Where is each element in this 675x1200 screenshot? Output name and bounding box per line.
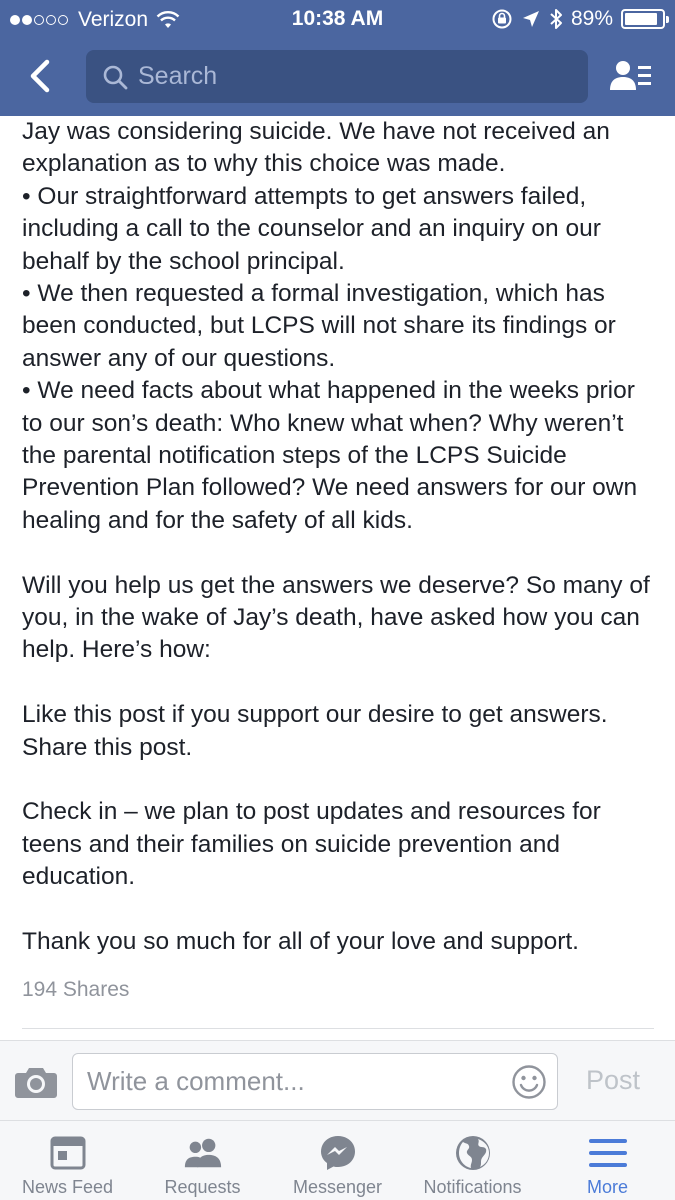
tab-label: Messenger [292,1177,383,1197]
search-box[interactable] [86,50,588,103]
status-bar [0,0,675,40]
friend-list-button[interactable] [606,54,656,98]
comment-input[interactable] [87,1066,497,1097]
paragraph-gap [22,894,662,926]
comment-box[interactable] [72,1053,558,1110]
post-paragraph: • We then requested a formal investigation, which has been conducted, but LCPS will not share its findings or answer any of our questions. [22,280,616,372]
tab-label: More [586,1177,628,1197]
battery-fill [625,13,657,25]
back-chevron-icon [27,58,53,94]
camera-button[interactable] [14,1065,58,1099]
paragraph-gap [22,537,662,569]
paragraph-gap [22,764,662,796]
camera-icon [14,1065,58,1099]
bluetooth-icon [549,8,563,30]
tab-label: Notifications [423,1177,522,1197]
post-paragraph: Jay was considering suicide. We have not received an explanation as to why this choice was made. [22,118,610,178]
emoji-button[interactable] [511,1064,547,1100]
carrier-name: Verizon [78,8,149,31]
hamburger-menu-icon [588,1133,628,1173]
tab-messenger[interactable] [270,1121,405,1200]
emoji-icon [511,1064,547,1100]
friend-requests-icon [183,1133,223,1173]
tab-more[interactable] [540,1121,675,1200]
status-time: 10:38 AM [291,7,384,30]
post-paragraph: • We need facts about what happened in the weeks prior to our son’s death: Who knew what when? Why weren’t the parental notification steps of the LCPS Suicide Prevention Plan followed? We need answers for our own healing and for the safety of all kids. [22,377,638,534]
tab-label: News Feed [21,1177,114,1197]
news-feed-icon [48,1133,88,1173]
battery-percent: 89% [570,7,613,30]
back-button[interactable] [18,54,62,98]
tab-notifications[interactable] [405,1121,540,1200]
post-paragraph: Like this post if you support our desire to get answers. Share this post. [22,701,608,761]
shares-count[interactable]: 194 Shares [22,978,130,1001]
post-comment-button[interactable]: Post [586,1065,641,1095]
search-icon [102,64,128,90]
post-body [22,116,662,959]
post-paragraph: Thank you so much for all of your love and support. [22,928,579,956]
divider [22,1028,654,1029]
paragraph-gap [22,667,662,699]
tab-label: Requests [164,1177,241,1197]
messenger-icon [318,1133,358,1173]
battery-icon [621,9,665,29]
tab-requests[interactable] [135,1121,270,1200]
post-paragraph: • Our straightforward attempts to get answers failed, including a call to the counselor and an inquiry on our behalf by the school principal. [22,182,601,275]
header [0,0,675,116]
post-paragraph: Check in – we plan to post updates and resources for teens and their families on suicide prevention and education. [22,798,601,891]
post-paragraph: Will you help us get the answers we deserve? So many of you, in the wake of Jay’s death, have asked how you can help. Here’s how: [22,571,650,664]
search-input[interactable] [138,62,558,91]
status-right [483,7,665,31]
friend-list-icon [609,58,653,94]
tab-news-feed[interactable] [0,1121,135,1200]
tab-bar [0,1120,675,1200]
orientation-lock-icon [491,8,513,30]
globe-icon [453,1133,493,1173]
comment-bar [0,1040,675,1120]
nav-bar [0,40,675,116]
location-arrow-icon [521,9,541,29]
